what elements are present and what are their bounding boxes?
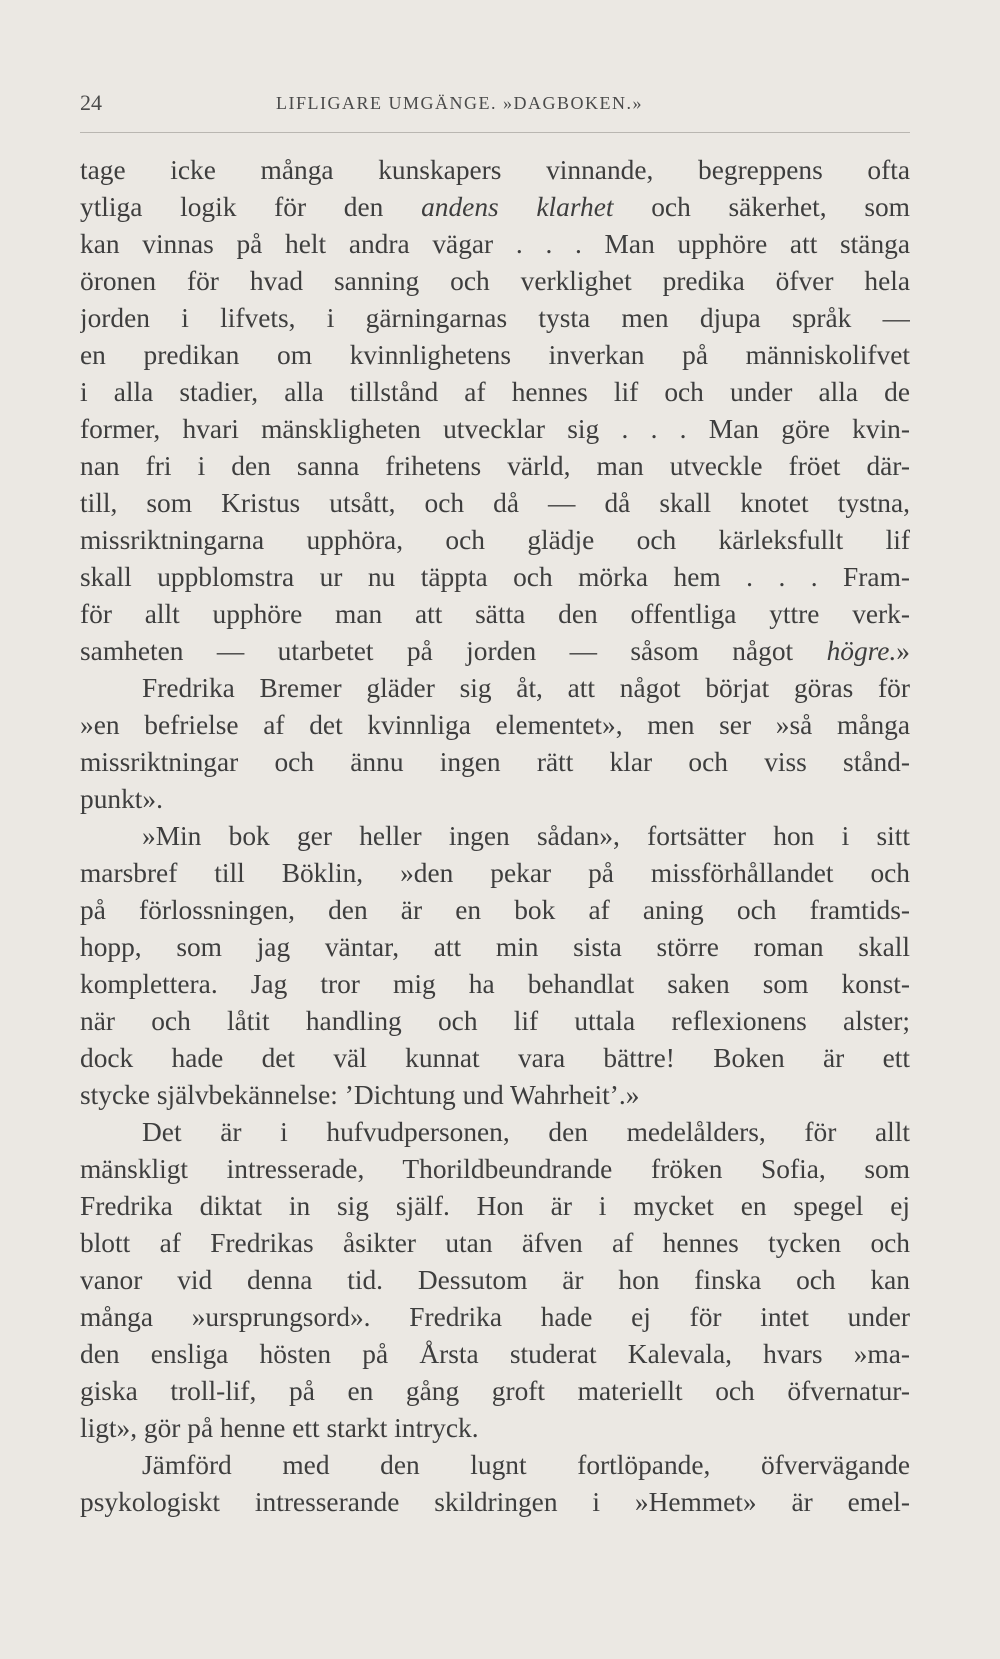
text-line: ytliga logik för den andens klarhet och säkerhet, som <box>80 192 910 222</box>
text-line: former, hvari mänskligheten utvecklar sig . . . Man göre kvin- <box>80 414 910 444</box>
text-line: Jämförd med den lugnt fortlöpande, öfvervägande <box>142 1450 910 1480</box>
text-line: på förlossningen, den är en bok af aning och framtids- <box>80 895 910 925</box>
text-line: för allt upphöre man att sätta den offentliga yttre verk- <box>80 599 910 629</box>
text-line: den ensliga hösten på Årsta studerat Kalevala, hvars »ma- <box>80 1339 910 1369</box>
running-head: LIFLIGARE UMGÄNGE. »DAGBOKEN.» <box>276 93 643 113</box>
italic-phrase: andens klarhet <box>421 192 614 222</box>
text-line: nan fri i den sanna frihetens värld, man utveckle fröet där- <box>80 451 910 481</box>
text-line: kan vinnas på helt andra vägar . . . Man upphöre att stänga <box>80 229 910 259</box>
text-line: stycke självbekännelse: ’Dichtung und Wahrheit’.» <box>80 1080 640 1110</box>
text-line: hopp, som jag väntar, att min sista större roman skall <box>80 932 910 962</box>
text-line: Det är i hufvudpersonen, den medelålders, för allt <box>142 1117 910 1147</box>
text-line: till, som Kristus utsått, och då — då skall knotet tystna, <box>80 488 910 518</box>
text-line: samheten — utarbetet på jorden — såsom något högre.» <box>80 636 910 666</box>
text-line: punkt». <box>80 784 163 814</box>
text-line: en predikan om kvinnlighetens inverkan på människolifvet <box>80 340 910 370</box>
text-line: skall uppblomstra ur nu täppta och mörka hem . . . Fram- <box>80 562 910 592</box>
text-line: »en befrielse af det kvinnliga elementet», men ser »så många <box>80 710 910 740</box>
text-line: tage icke många kunskapers vinnande, begreppens ofta <box>80 155 910 185</box>
text-line: Fredrika Bremer gläder sig åt, att något börjat göras för <box>142 673 910 703</box>
text-line: Fredrika diktat in sig själf. Hon är i mycket en spegel ej <box>80 1191 910 1221</box>
text-line: psykologiskt intresserande skildringen i »Hemmet» är emel- <box>80 1487 910 1517</box>
text-line: mänskligt intresserade, Thorildbeundrande fröken Sofia, som <box>80 1154 910 1184</box>
body-text <box>80 152 910 1521</box>
text-line: öronen för hvad sanning och verklighet predika öfver hela <box>80 266 910 296</box>
text-line: i alla stadier, alla tillstånd af hennes lif och under alla de <box>80 377 910 407</box>
text-line: många »ursprungsord». Fredrika hade ej för intet under <box>80 1302 910 1332</box>
text-line: marsbref till Böklin, »den pekar på missförhållandet och <box>80 858 910 888</box>
header-rule <box>80 132 910 133</box>
text-line: när och låtit handling och lif uttala reflexionens alster; <box>80 1006 910 1036</box>
text-line: ligt», gör på henne ett starkt intryck. <box>80 1413 479 1443</box>
page-number: 24 <box>80 90 102 115</box>
text-line: missriktningarna upphöra, och glädje och kärleksfullt lif <box>80 525 910 555</box>
text-line: »Min bok ger heller ingen sådan», fortsätter hon i sitt <box>142 821 910 851</box>
text-line: missriktningar och ännu ingen rätt klar och viss stånd- <box>80 747 910 777</box>
text-line: blott af Fredrikas åsikter utan äfven af hennes tycken och <box>80 1228 910 1258</box>
text-line: dock hade det väl kunnat vara bättre! Boken är ett <box>80 1043 910 1073</box>
text-line: giska troll-lif, på en gång groft materiellt och öfvernatur- <box>80 1376 910 1406</box>
text-line: vanor vid denna tid. Dessutom är hon finska och kan <box>80 1265 910 1295</box>
text-line: jorden i lifvets, i gärningarnas tysta men djupa språk — <box>80 303 910 333</box>
italic-phrase: högre. <box>826 636 897 666</box>
page-header <box>80 90 910 120</box>
text-line: komplettera. Jag tror mig ha behandlat saken som konst- <box>80 969 910 999</box>
